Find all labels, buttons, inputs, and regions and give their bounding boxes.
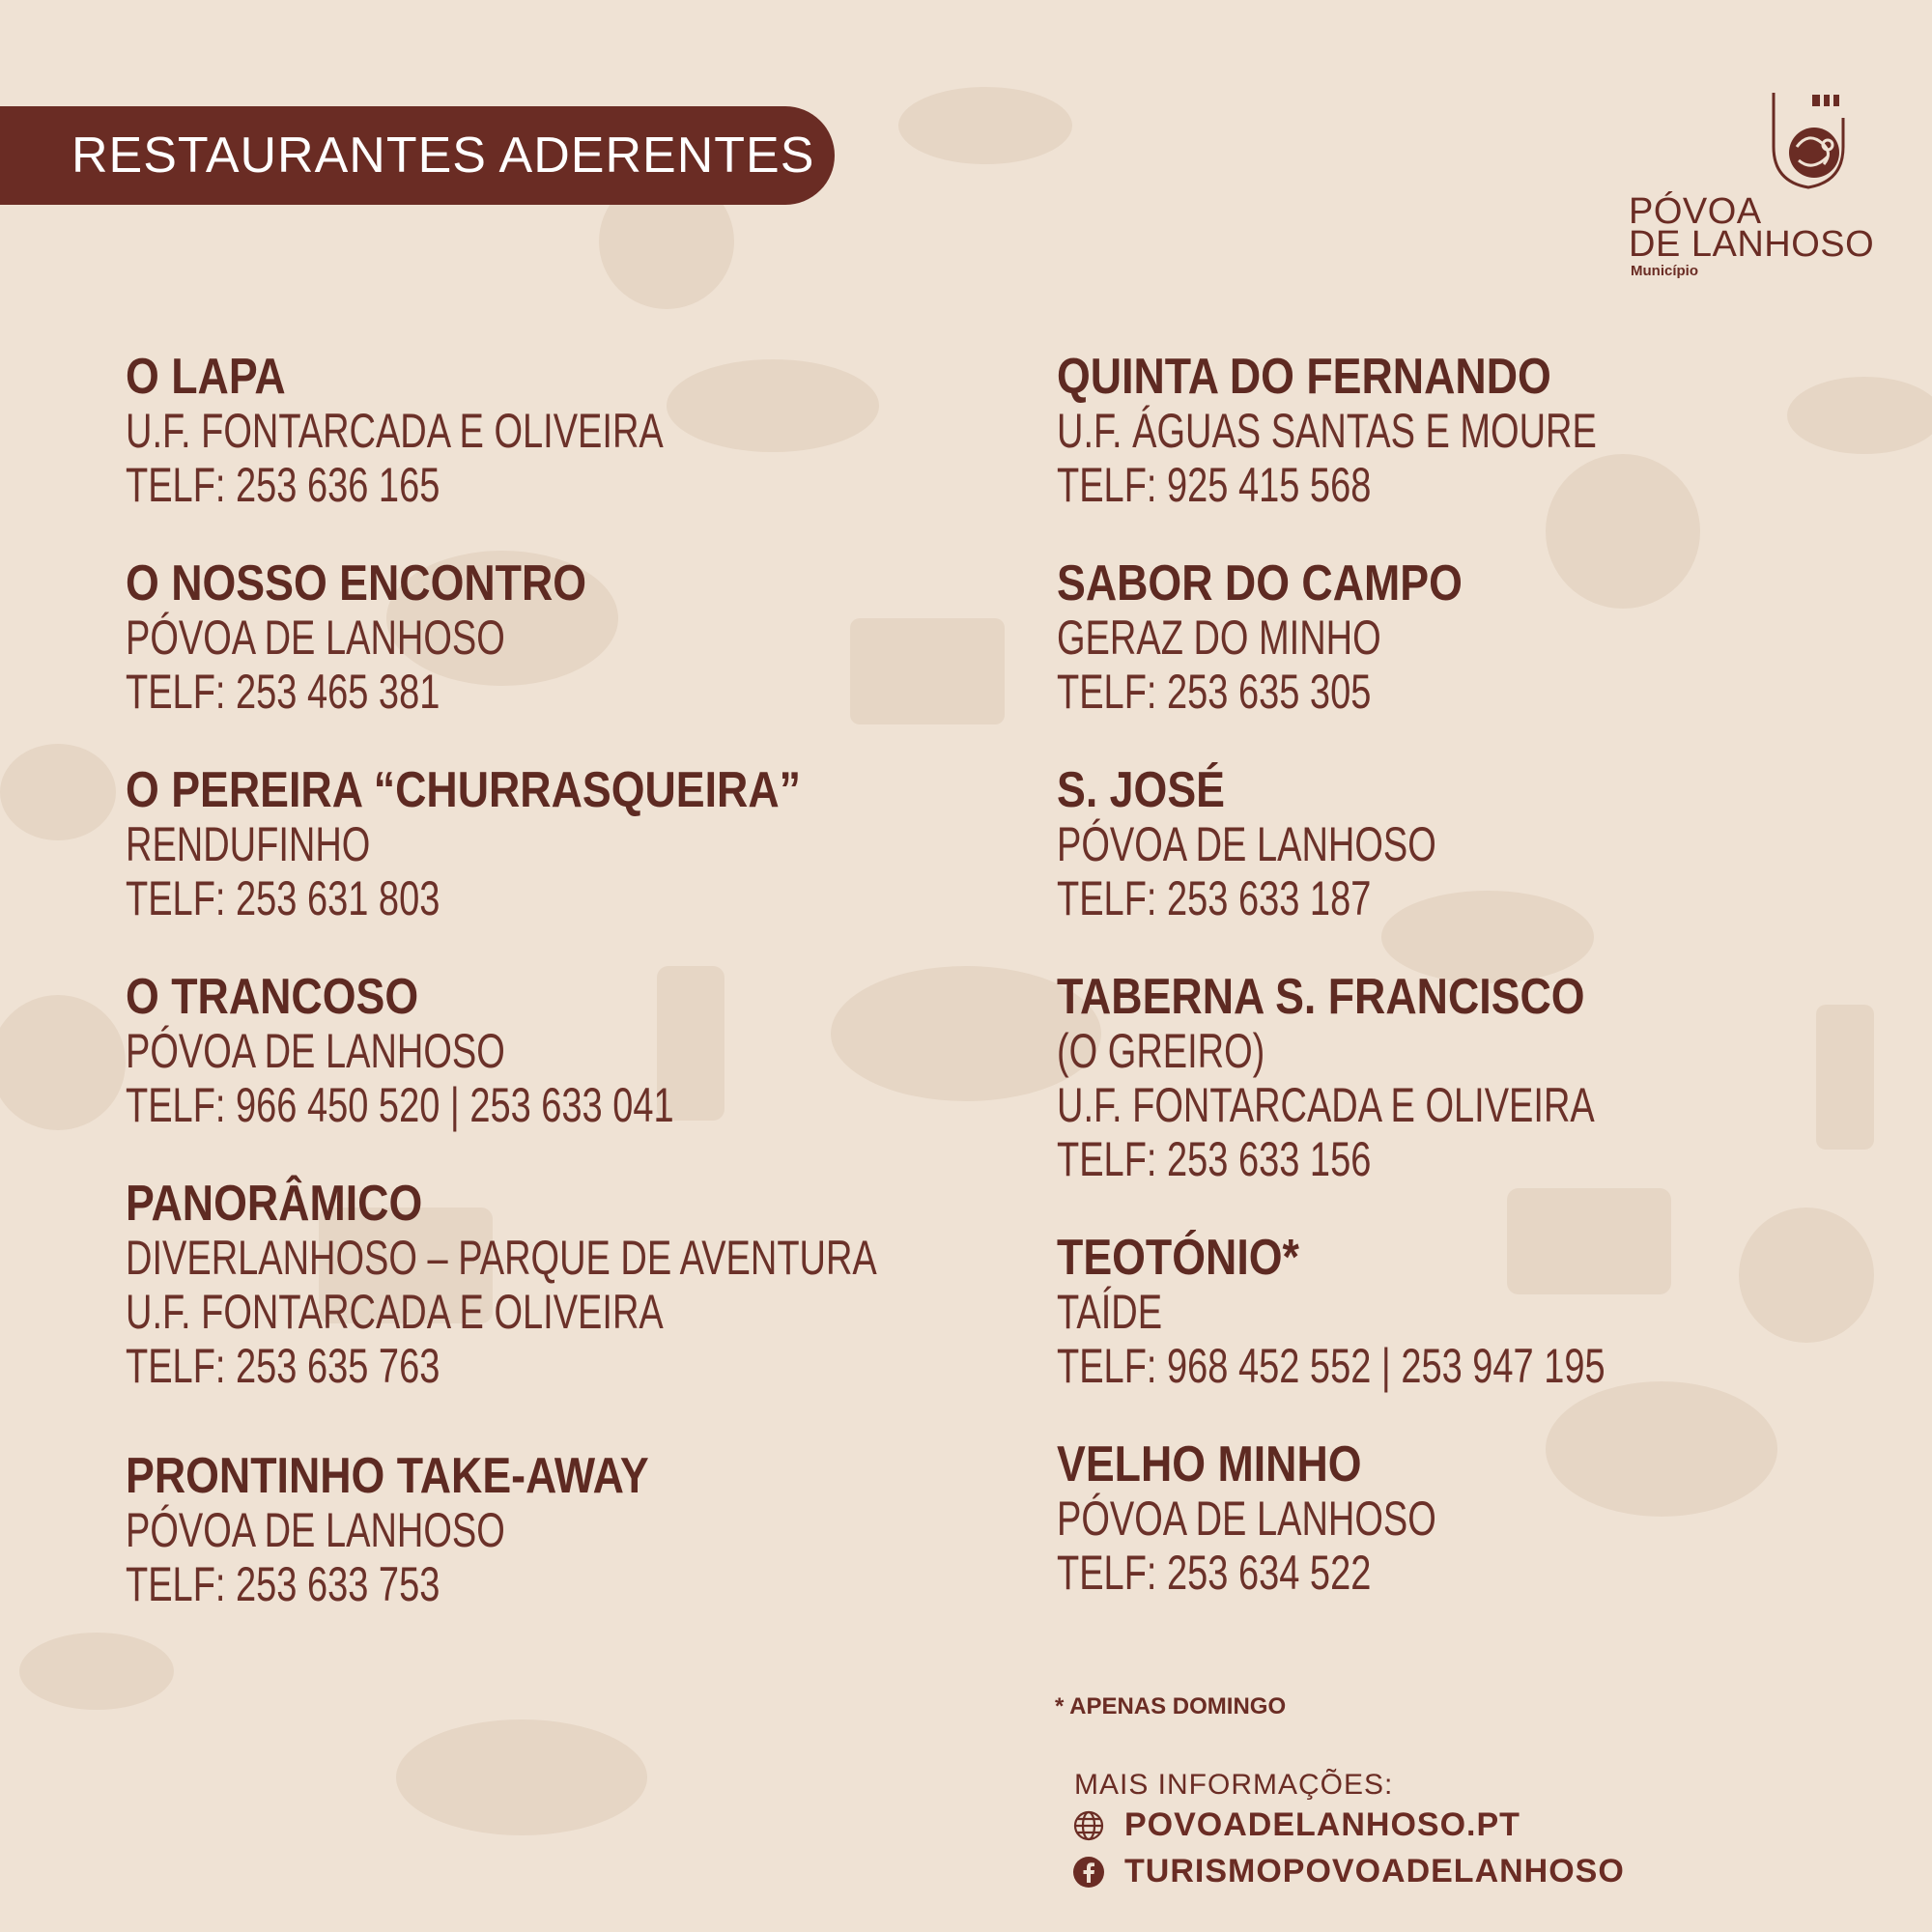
plate-icon [0, 995, 126, 1130]
restaurant-location: PÓVOA DE LANHOSO [126, 1503, 505, 1557]
restaurant-phone: TELF: 966 450 520 | 253 633 041 [126, 1078, 674, 1132]
restaurant-location: U.F. ÁGUAS SANTAS E MOURE [1057, 404, 1597, 458]
restaurant-phone: TELF: 925 415 568 [1057, 458, 1372, 512]
restaurant-name: TEOTÓNIO* [1057, 1230, 1299, 1286]
restaurant-name: S. JOSÉ [1057, 762, 1225, 818]
restaurant-name: PANORÂMICO [126, 1176, 423, 1232]
restaurant-entry [1057, 556, 1849, 719]
restaurant-location: TAÍDE [1057, 1285, 1163, 1339]
restaurant-location: GERAZ DO MINHO [1057, 611, 1381, 665]
restaurant-name: VELHO MINHO [1057, 1436, 1362, 1492]
bowl-icon [898, 87, 1072, 164]
restaurant-name: O TRANCOSO [126, 969, 419, 1025]
restaurant-phone: TELF: 253 633 753 [126, 1557, 440, 1611]
cloche-icon [396, 1719, 647, 1835]
restaurant-list-left [126, 350, 918, 1656]
restaurant-list-right [1057, 350, 1849, 1644]
restaurant-phone: TELF: 253 633 156 [1057, 1132, 1372, 1186]
more-info-label: MAIS INFORMAÇÕES: [1074, 1769, 1394, 1801]
restaurant-location: PÓVOA DE LANHOSO [126, 611, 505, 665]
restaurant-phone: TELF: 253 635 305 [1057, 665, 1372, 719]
facebook-text[interactable]: TURISMOPOVOADELANHOSO [1124, 1853, 1625, 1889]
page-title: RESTAURANTES ADERENTES [71, 128, 815, 184]
restaurant-phone: TELF: 253 631 803 [126, 871, 440, 925]
restaurant-entry [1057, 763, 1849, 925]
restaurant-location: DIVERLANHOSO – PARQUE DE AVENTURA [126, 1231, 877, 1285]
restaurant-entry [126, 970, 918, 1132]
website-text[interactable]: POVOADELANHOSO.PT [1124, 1806, 1520, 1843]
restaurant-location: U.F. FONTARCADA E OLIVEIRA [1057, 1078, 1595, 1132]
restaurant-name: O NOSSO ENCONTRO [126, 555, 587, 611]
restaurant-name: PRONTINHO TAKE-AWAY [126, 1448, 649, 1504]
restaurant-name: QUINTA DO FERNANDO [1057, 349, 1551, 405]
logo-line-2: DE LANHOSO [1629, 224, 1875, 265]
restaurant-phone: TELF: 253 465 381 [126, 665, 440, 719]
restaurant-alias: (O GREIRO) [1057, 1024, 1265, 1078]
restaurant-location: PÓVOA DE LANHOSO [1057, 1492, 1436, 1546]
logo-subtitle: Município [1631, 263, 1698, 279]
restaurant-entry [1057, 350, 1849, 512]
restaurant-entry [126, 1449, 918, 1611]
logo-line-1: PÓVOA [1629, 191, 1762, 232]
restaurant-entry [1057, 1231, 1849, 1393]
restaurant-name: TABERNA S. FRANCISCO [1057, 969, 1585, 1025]
restaurant-location: PÓVOA DE LANHOSO [126, 1024, 505, 1078]
restaurant-phone: TELF: 253 633 187 [1057, 871, 1372, 925]
restaurant-name: O PEREIRA “CHURRASQUEIRA” [126, 762, 802, 818]
website-link[interactable] [1072, 1806, 1520, 1844]
restaurant-entry [126, 1177, 918, 1393]
restaurant-entry [126, 556, 918, 719]
restaurant-phone: TELF: 968 452 552 | 253 947 195 [1057, 1339, 1605, 1393]
restaurant-phone: TELF: 253 634 522 [1057, 1546, 1372, 1600]
restaurant-entry [1057, 1437, 1849, 1600]
restaurant-name: O LAPA [126, 349, 286, 405]
restaurant-location: RENDUFINHO [126, 817, 371, 871]
restaurant-phone: TELF: 253 636 165 [126, 458, 440, 512]
header-banner [0, 106, 835, 205]
cupcake-icon [0, 744, 116, 840]
castle-emblem-icon [1770, 89, 1847, 191]
restaurant-location: U.F. FONTARCADA E OLIVEIRA [126, 404, 664, 458]
sunday-only-note: * APENAS DOMINGO [1055, 1693, 1287, 1719]
restaurant-entry [126, 350, 918, 512]
restaurant-phone: TELF: 253 635 763 [126, 1339, 440, 1393]
restaurant-name: SABOR DO CAMPO [1057, 555, 1463, 611]
municipality-logo [1629, 89, 1875, 282]
restaurant-location: U.F. FONTARCADA E OLIVEIRA [126, 1285, 664, 1339]
restaurant-entry [1057, 970, 1849, 1186]
restaurant-location: PÓVOA DE LANHOSO [1057, 817, 1436, 871]
restaurant-entry [126, 763, 918, 925]
facebook-link[interactable] [1072, 1853, 1625, 1890]
facebook-icon [1072, 1856, 1105, 1889]
globe-icon [1072, 1809, 1105, 1842]
